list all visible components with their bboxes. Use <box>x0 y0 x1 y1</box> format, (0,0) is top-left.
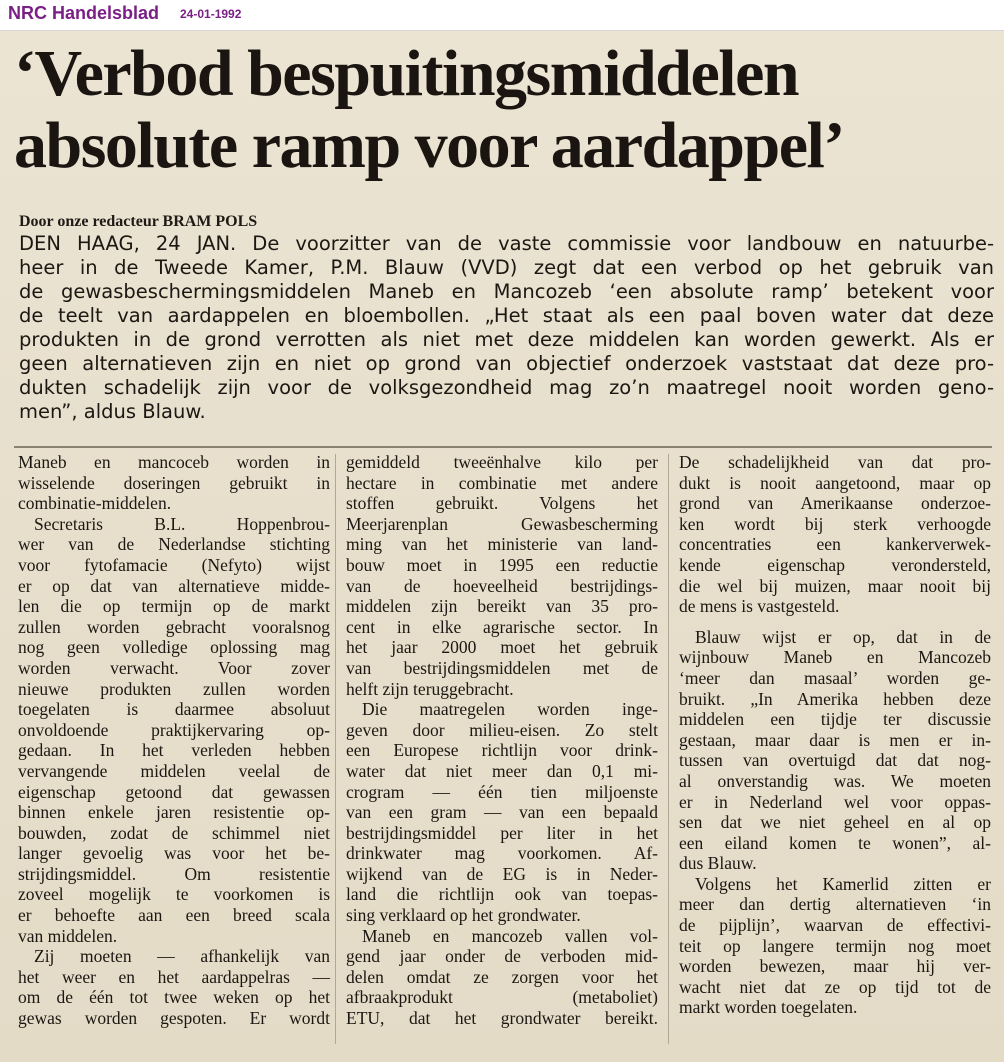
publication-date: 24-01-1992 <box>180 7 242 21</box>
body-line: gend jaar onder de verboden mid- <box>346 946 658 967</box>
body-line: al onverstandig was. We moeten <box>679 770 991 791</box>
body-line: Maneb en mancoceb worden in <box>18 452 330 472</box>
body-line: hectare in combinatie met andere <box>346 472 658 493</box>
body-line: helft zijn teruggebracht. <box>346 678 514 699</box>
column-divider <box>335 454 336 1044</box>
body-line: dus Blauw. <box>679 853 757 874</box>
body-line: Secretaris B.L. Hoppenbrou- <box>34 513 330 534</box>
column-divider <box>668 454 669 1044</box>
body-line: len die op termijn op de markt <box>18 596 330 617</box>
body-line: wer van de Nederlandse stichting <box>18 534 330 555</box>
body-line: er in Nederland wel voor oppas- <box>679 791 991 812</box>
body-line: een eiland komen te wonen”, al- <box>679 832 991 853</box>
body-line: het weer en het aardappelras — <box>18 966 330 987</box>
lead-line: de teelt van aardappelen en bloembollen. „Het staat als een paal boven water dat deze <box>19 304 994 327</box>
lead-line: men”, aldus Blauw. <box>19 400 206 423</box>
body-line: langer gevoelig was voor het be- <box>18 843 330 864</box>
body-line: de mens is vastgesteld. <box>679 596 840 617</box>
source-bar <box>0 0 1004 31</box>
body-line: meer dan dertig alternatieven ‘in <box>679 894 991 915</box>
body-line: het jaar 2000 moet het gebruik <box>346 637 658 658</box>
body-line: van bestrijdingsmiddelen met de <box>346 657 658 678</box>
body-line: Maneb en mancozeb vallen vol- <box>362 925 658 946</box>
body-column-2 <box>346 452 658 1029</box>
body-line: voor fytofamacie (Nefyto) wijst <box>18 554 330 575</box>
body-line: zullen worden gebracht vooralsnog <box>18 616 330 637</box>
body-line: de pijplijn’, waarvan de effectivi- <box>679 915 991 936</box>
body-line: wisselende doseringen gebruikt in <box>18 472 330 493</box>
lead-line: de gewasbeschermingsmiddelen Maneb en Mancozeb ‘een absolute ramp’ betekent voor <box>19 280 994 303</box>
body-line: nieuwe produkten zullen worden <box>18 678 330 699</box>
body-line: onvoldoende praktijkervaring op- <box>18 719 330 740</box>
body-line: land die richtlijn ook van toepas- <box>346 884 658 905</box>
body-line: concentraties een kankerverwek- <box>679 534 991 555</box>
body-line: tussen van overtuigd dat dat nog- <box>679 750 991 771</box>
body-column-3 <box>679 452 991 1018</box>
body-line: gestaan, maar daar is men er in- <box>679 729 991 750</box>
body-line: ken wordt bij sterk verhoogde <box>679 513 991 534</box>
body-line: Meerjarenplan Gewasbescherming <box>346 513 658 534</box>
body-line: gedaan. In het verleden hebben <box>18 740 330 761</box>
body-line: dukt is nooit aangetoond, maar op <box>679 472 991 493</box>
section-divider <box>14 446 992 448</box>
body-line: van de hoeveelheid bestrijdings- <box>346 575 658 596</box>
body-line: toegelaten is daarmee absoluut <box>18 699 330 720</box>
body-line: gewas worden gespoten. Er wordt <box>18 1008 330 1029</box>
body-line: er behoefte aan een breed scala <box>18 905 330 926</box>
body-line: nog geen volledige oplossing mag <box>18 637 330 658</box>
lead-line: DEN HAAG, 24 JAN. De voorzitter van de vaste commissie voor landbouw en natuurbe- <box>19 232 994 255</box>
body-line: Blauw wijst er op, dat in de <box>695 626 991 647</box>
lead-line: dukten schadelijk zijn voor de volksgezondheid mag zo’n maatregel nooit worden geno- <box>19 376 994 399</box>
body-line: wijnbouw Maneb en Mancozeb <box>679 647 991 668</box>
body-line: bestrijdingsmiddel per liter in het <box>346 822 658 843</box>
body-line: wacht niet dat ze op tijd tot de <box>679 976 991 997</box>
body-line: afbraakprodukt (metaboliet) <box>346 987 658 1008</box>
paragraph-gap <box>679 617 991 627</box>
body-line: geven door milieu-eisen. Zo stelt <box>346 719 658 740</box>
body-line: van een gram — van een bepaald <box>346 802 658 823</box>
headline-line: absolute ramp voor aardappel’ <box>14 109 844 182</box>
lead-line: produkten in de grond verrotten als niet met deze middelen kan worden gewerkt. Als er <box>19 328 994 351</box>
body-column-1 <box>18 452 330 1029</box>
headline-line: ‘Verbod bespuitingsmiddelen <box>14 37 799 110</box>
body-line: middelen een tijdje ter discussie <box>679 709 991 730</box>
body-line: water dat niet meer dan 0,1 mi- <box>346 760 658 781</box>
body-line: ming van het ministerie van land- <box>346 534 658 555</box>
body-line: zoveel mogelijk te voorkomen is <box>18 884 330 905</box>
body-line: strijdingsmiddel. Om resistentie <box>18 863 330 884</box>
lead-paragraph <box>19 232 994 424</box>
body-line: wijkend van de EG is in Neder- <box>346 863 658 884</box>
lead-line: geen alternatieven zijn en niet op grond van objectief onderzoek vaststaat dat deze pro- <box>19 352 994 375</box>
body-line: sen dat we niet geheel en al op <box>679 812 991 833</box>
body-line: crogram — één tien miljoenste <box>346 781 658 802</box>
body-line: stoffen gebruikt. Volgens het <box>346 493 658 514</box>
body-line: combinatie-middelen. <box>18 493 172 514</box>
body-line: eigenschap getoond dat gewassen <box>18 781 330 802</box>
body-line: bouwden, zodat de schimmel niet <box>18 822 330 843</box>
body-line: Zij moeten — afhankelijk van <box>34 946 330 967</box>
body-line: gemiddeld tweeënhalve kilo per <box>346 452 658 472</box>
headline <box>14 38 989 182</box>
body-line: van middelen. <box>18 925 118 946</box>
body-line: kende eigenschap verondersteld, <box>679 554 991 575</box>
body-line: ETU, dat het grondwater bereikt. <box>346 1008 658 1029</box>
body-line: die wel bij muizen, maar nooit bij <box>679 575 991 596</box>
body-line: Volgens het Kamerlid zitten er <box>695 873 991 894</box>
body-line: Die maatregelen worden inge- <box>362 699 658 720</box>
body-line: er op dat van alternatieve midde- <box>18 575 330 596</box>
body-line: markt worden toegelaten. <box>679 997 858 1018</box>
body-line: bruikt. „In Amerika hebben deze <box>679 688 991 709</box>
body-line: worden verwacht. Voor zover <box>18 657 330 678</box>
body-line: een Europese richtlijn voor drink- <box>346 740 658 761</box>
body-line: grond van Amerikaanse onderzoe- <box>679 493 991 514</box>
body-line: binnen enkele jaren resistentie op- <box>18 802 330 823</box>
body-line: worden bewezen, maar hij ver- <box>679 956 991 977</box>
body-line: bouw moet in 1995 een reductie <box>346 554 658 575</box>
body-line: drinkwater mag voorkomen. Af- <box>346 843 658 864</box>
body-line: om de één tot twee weken op het <box>18 987 330 1008</box>
body-line: middelen zijn bereikt van 35 pro- <box>346 596 658 617</box>
body-line: vervangende middelen veelal de <box>18 760 330 781</box>
body-line: De schadelijkheid van dat pro- <box>679 452 991 472</box>
body-line: delen omdat ze zorgen voor het <box>346 966 658 987</box>
body-line: ‘meer dan masaal’ worden ge- <box>679 667 991 688</box>
lead-line: heer in de Tweede Kamer, P.M. Blauw (VVD) zegt dat een verbod op het gebruik van <box>19 256 994 279</box>
byline: Door onze redacteur BRAM POLS <box>19 213 258 230</box>
body-line: cent in elke agrarische sector. In <box>346 616 658 637</box>
newspaper-name: NRC Handelsblad <box>8 3 160 23</box>
body-line: teit op langere termijn nog moet <box>679 935 991 956</box>
body-line: sing verklaard op het grondwater. <box>346 905 581 926</box>
